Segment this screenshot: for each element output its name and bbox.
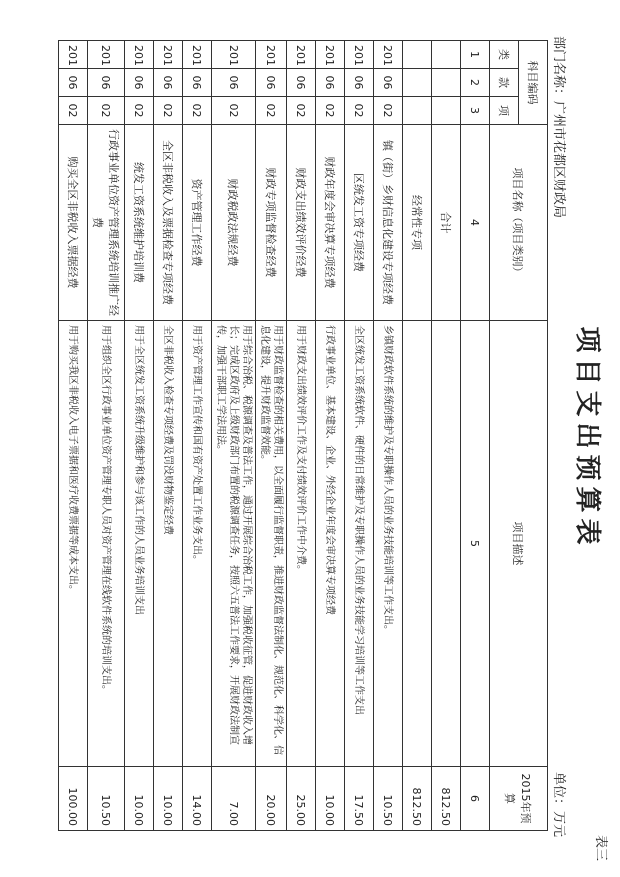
cell-kuan: 06 (316, 69, 345, 97)
cell-name: 统发工资系统维护培训费 (125, 125, 154, 321)
cell-kuan: 06 (287, 69, 316, 97)
cell-lei: 201 (125, 41, 154, 69)
table-row (183, 41, 212, 831)
table-row (125, 41, 154, 831)
cell-name: 行政事业单位资产管理系统培训推广经费 (88, 125, 125, 321)
cell-xiang: 02 (345, 97, 374, 125)
cell-kuan: 06 (88, 69, 125, 97)
cell-kuan: 06 (125, 69, 154, 97)
cell-value: 25.00 (287, 767, 316, 831)
category-value: 812.50 (403, 767, 432, 831)
cell-lei: 201 (212, 41, 256, 69)
cell-xiang: 02 (59, 97, 88, 125)
lei-header: 类 (490, 41, 519, 69)
budget-header: 2015年预算 (490, 767, 548, 831)
cell-kuan: 06 (212, 69, 256, 97)
cell-value: 10.00 (125, 767, 154, 831)
cell-xiang: 02 (287, 97, 316, 125)
cell-name: 区统发工资专项经费 (345, 125, 374, 321)
project-desc-header: 项目描述 (490, 321, 548, 767)
table-row (374, 41, 403, 831)
table-row (212, 41, 256, 831)
cell-xiang: 02 (374, 97, 403, 125)
category-label: 经常性专项 (403, 125, 432, 321)
cell-name: 购买全区非税收入票据经费 (59, 125, 88, 321)
cell-xiang: 02 (183, 97, 212, 125)
cell-desc: 全区非税收入检查专项经费及罚没财物鉴定经费 (154, 321, 183, 767)
table-row (88, 41, 125, 831)
cell-desc: 用于组织全区行政事业单位资产管理专职人员对资产管理在线软件系统的培训支出。 (88, 321, 125, 767)
cell-name: 财政年度会审决算专项经费 (316, 125, 345, 321)
kuan-header: 款 (490, 69, 519, 97)
cell-name: 全区非税收入及票据检查专项经费 (154, 125, 183, 321)
table-row (287, 41, 316, 831)
cell-desc: 用于购买我区非税收入电子票据和医疗收费票据等成本支出。 (59, 321, 88, 767)
cell-value: 10.50 (88, 767, 125, 831)
cell-value: 7.00 (212, 767, 256, 831)
index-cell: 5 (461, 321, 490, 767)
cell-lei: 201 (59, 41, 88, 69)
cell-lei: 201 (374, 41, 403, 69)
cell-desc: 用于综合治税、税源调查及普法工作，通过开展综合治税工作，加强税收征管，促进财政收入增长；完成区政府及上级财政部门布置的税源调查任务，按照六五普法工作要求，开展财政法制宣传，加强干部职工学法用法。 (212, 321, 256, 767)
category-row (403, 41, 432, 831)
cell-xiang: 02 (88, 97, 125, 125)
cell-lei: 201 (256, 41, 287, 69)
table-row (59, 41, 88, 831)
cell-kuan: 06 (256, 69, 287, 97)
cell-value: 14.00 (183, 767, 212, 831)
index-cell: 3 (461, 97, 490, 125)
table-row (154, 41, 183, 831)
cell-desc: 全区统发工资系统软件、硬件的日常维护及专职操作人员的业务技能学习培训等工作支出 (345, 321, 374, 767)
table-row (316, 41, 345, 831)
project-name-header: 项目名称（项目类别） (490, 125, 548, 321)
cell-kuan: 06 (59, 69, 88, 97)
cell-lei: 201 (316, 41, 345, 69)
cell-desc: 用于财政支出绩效评价工作及支付绩效评价工作中介费。 (287, 321, 316, 767)
index-cell: 4 (461, 125, 490, 321)
index-cell: 2 (461, 69, 490, 97)
cell-lei: 201 (345, 41, 374, 69)
cell-name: 资产管理工作经费 (183, 125, 212, 321)
department-label: 部门名称：广州市花都区财政局 (551, 36, 566, 219)
cell-name: 财政支出绩效评价经费 (287, 125, 316, 321)
cell-value: 20.00 (256, 767, 287, 831)
cell-lei: 201 (154, 41, 183, 69)
cell-value: 10.00 (154, 767, 183, 831)
cell-xiang: 02 (212, 97, 256, 125)
cell-xiang: 02 (256, 97, 287, 125)
form-number: 表三 (593, 834, 608, 861)
cell-xiang: 02 (125, 97, 154, 125)
index-row (461, 41, 490, 831)
xiang-header: 项 (490, 97, 519, 125)
cell-desc: 用于资产管理工作宣传和国有资产处置工作业务支出。 (183, 321, 212, 767)
cell-name: 镇（街）乡财信息化建设专项经费 (374, 125, 403, 321)
cell-xiang: 02 (154, 97, 183, 125)
index-cell: 6 (461, 767, 490, 831)
total-label: 合计 (432, 125, 461, 321)
cell-lei: 201 (88, 41, 125, 69)
cell-xiang: 02 (316, 97, 345, 125)
table-header-row (519, 41, 548, 831)
cell-kuan: 06 (374, 69, 403, 97)
total-row (432, 41, 461, 831)
unit-label: 单位：万元 (551, 771, 566, 837)
code-group-header: 科目编码 (519, 41, 548, 125)
cell-desc: 行政事业单位、基本建设、企业、外经企业年度会审决算专项经费 (316, 321, 345, 767)
cell-kuan: 06 (345, 69, 374, 97)
cell-lei: 201 (183, 41, 212, 69)
index-cell: 1 (461, 41, 490, 69)
cell-kuan: 06 (183, 69, 212, 97)
cell-value: 100.00 (59, 767, 88, 831)
cell-lei: 201 (287, 41, 316, 69)
cell-name: 财政专项监督检查经费 (256, 125, 287, 321)
cell-value: 17.50 (345, 767, 374, 831)
total-value: 812.50 (432, 767, 461, 831)
table-row (345, 41, 374, 831)
cell-desc: 用于财政监督检查的相关费用，以全面履行监督职责，推进财政监督法制化、规范化、科学化、信息化建设，提升财政监督效能。 (256, 321, 287, 767)
cell-desc: 乡镇财政软件系统的维护及专职操作人员的业务技能培训等工作支出。 (374, 321, 403, 767)
cell-desc: 用于全区统发工资系统升级维护和参与该工作的人员业务培训支出 (125, 321, 154, 767)
table-row (256, 41, 287, 831)
table-body (59, 41, 403, 831)
cell-kuan: 06 (154, 69, 183, 97)
cell-value: 10.00 (316, 767, 345, 831)
budget-table (58, 40, 548, 831)
cell-name: 财政税政法规经费 (212, 125, 256, 321)
cell-value: 10.50 (374, 767, 403, 831)
page-title: 项目支出预算表 (572, 326, 602, 551)
